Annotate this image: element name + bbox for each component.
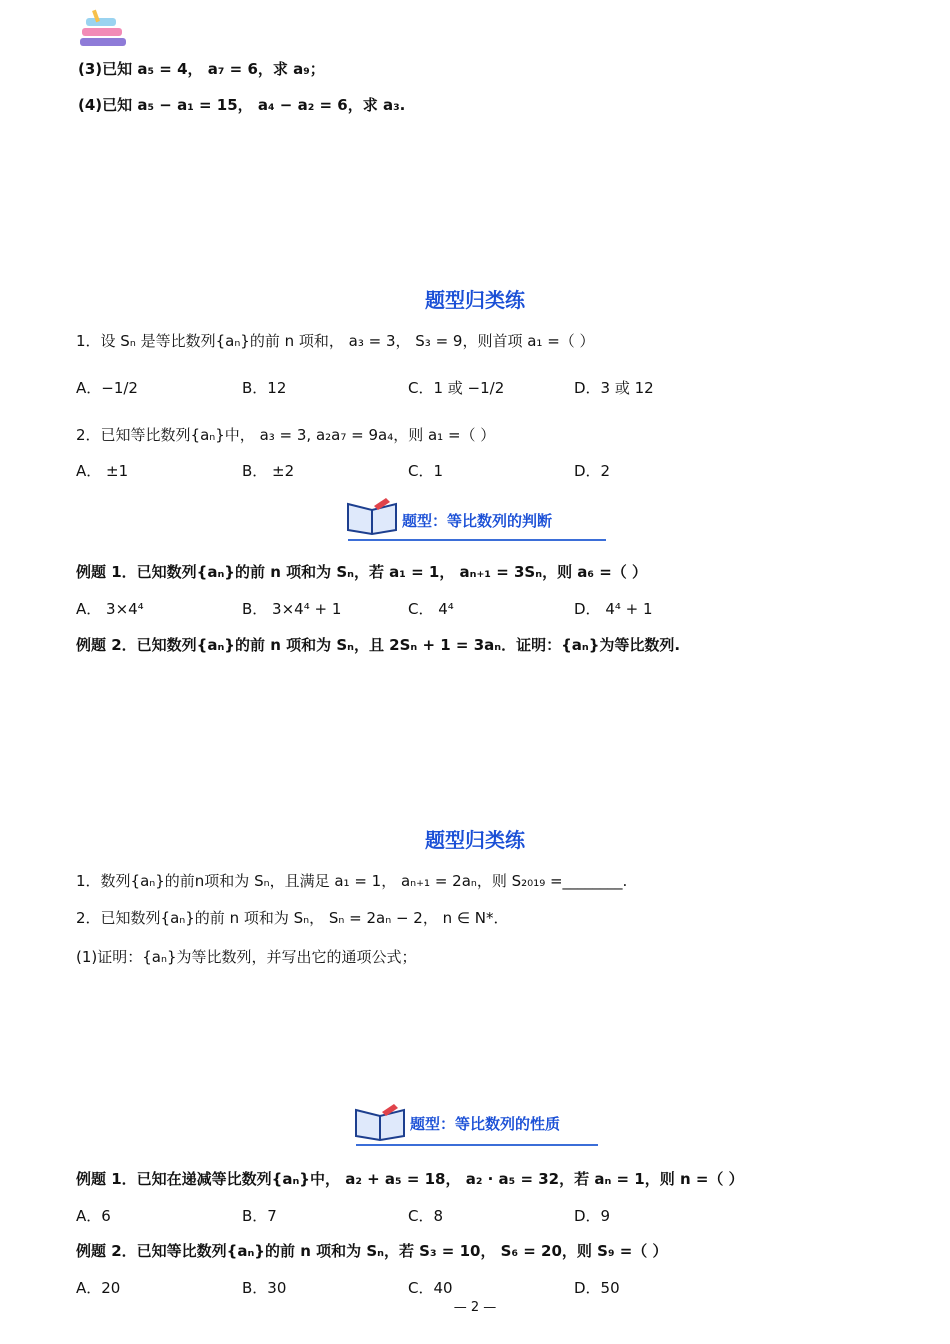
t2-ex2-option-d: D．50 [574, 1279, 620, 1297]
topic-label-1: 题型：等比数列的判断 [402, 512, 553, 530]
s1-q1-option-a: A．−1/2 [76, 379, 138, 397]
s1-q1-option-c: C．1 或 −1/2 [408, 379, 505, 397]
s1-q2-option-b: B． ±2 [242, 462, 295, 480]
topic-label-2: 题型：等比数列的性质 [410, 1115, 561, 1133]
t2-ex1-option-c: C．8 [408, 1207, 444, 1225]
t2-ex1-option-d: D．9 [574, 1207, 611, 1225]
t2-example-1: 例题 1．已知在递减等比数列{aₙ}中， a₂ + a₅ = 18， a₂ · a₅ = 32，若 aₙ = 1，则 n =（ ） [76, 1170, 744, 1188]
s1-q1-option-d: D．3 或 12 [574, 379, 654, 397]
topic-underline-1 [348, 539, 606, 541]
t1-example-2: 例题 2．已知数列{aₙ}的前 n 项和为 Sₙ，且 2Sₙ + 1 = 3aₙ．证明：{aₙ}为等比数列. [76, 636, 681, 654]
t2-ex1-option-a: A．6 [76, 1207, 111, 1225]
s1-question-1: 1．设 Sₙ 是等比数列{aₙ}的前 n 项和， a₃ = 3， S₃ = 9，则首项 a₁ =（ ） [76, 332, 595, 350]
s1-q2-option-d: D．2 [574, 462, 611, 480]
t2-example-2: 例题 2．已知等比数列{aₙ}的前 n 项和为 Sₙ，若 S₃ = 10， S₆ = 20，则 S₉ =（ ） [76, 1242, 668, 1260]
s1-question-2: 2．已知等比数列{aₙ}中， a₃ = 3, a₂a₇ = 9a₄，则 a₁ =（ ） [76, 426, 496, 444]
topic-underline-2 [356, 1144, 598, 1146]
open-book-icon [344, 496, 400, 536]
s2-question-2: 2．已知数列{aₙ}的前 n 项和为 Sₙ， Sₙ = 2aₙ − 2， n ∈ N*． [76, 909, 509, 927]
s2-q2-part-1: (1)证明：{aₙ}为等比数列，并写出它的通项公式； [76, 948, 417, 966]
section-title-2: 题型归类练 [425, 828, 525, 852]
s1-q1-option-b: B．12 [242, 379, 287, 397]
t1-example-1: 例题 1．已知数列{aₙ}的前 n 项和为 Sₙ，若 a₁ = 1， aₙ₊₁ = 3Sₙ，则 a₆ =（ ） [76, 563, 647, 581]
books-icon [76, 8, 130, 50]
s2-question-1: 1．数列{aₙ}的前n项和为 Sₙ，且满足 a₁ = 1， aₙ₊₁ = 2aₙ，则 S₂₀₁₉ =________. [76, 872, 628, 890]
section-title-1: 题型归类练 [425, 288, 525, 312]
s1-q2-option-a: A． ±1 [76, 462, 129, 480]
open-book-icon [352, 1102, 408, 1142]
t2-ex2-option-b: B．30 [242, 1279, 287, 1297]
problem-4: (4)已知 a₅ − a₁ = 15， a₄ − a₂ = 6，求 a₃. [78, 96, 406, 114]
t2-ex2-option-c: C．40 [408, 1279, 453, 1297]
t1-ex1-option-b: B． 3×4⁴ + 1 [242, 600, 342, 618]
t1-ex1-option-a: A． 3×4⁴ [76, 600, 144, 618]
s1-q2-option-c: C．1 [408, 462, 444, 480]
t1-ex1-option-c: C． 4⁴ [408, 600, 454, 618]
problem-3: (3)已知 a₅ = 4， a₇ = 6，求 a₉； [78, 60, 325, 78]
t2-ex1-option-b: B．7 [242, 1207, 277, 1225]
t1-ex1-option-d: D． 4⁴ + 1 [574, 600, 653, 618]
t2-ex2-option-a: A．20 [76, 1279, 121, 1297]
page-number: — 2 — [453, 1300, 497, 1315]
